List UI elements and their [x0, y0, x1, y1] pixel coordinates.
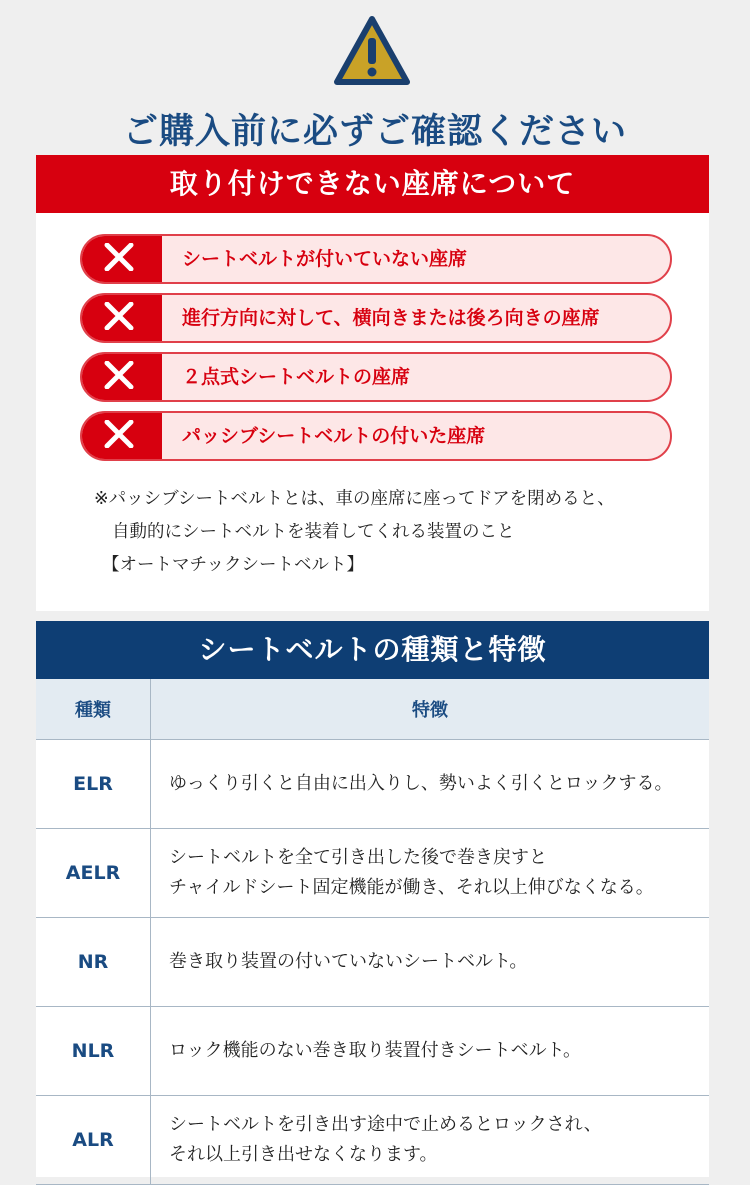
x-mark-icon [103, 243, 135, 271]
feature-line: ゆっくり引くと自由に出入りし、勢いよく引くとロックする。 [169, 773, 673, 794]
list-item [80, 234, 672, 284]
seat-item-label: パッシブシートベルトの付いた座席 [182, 425, 486, 447]
feature-line: シートベルトを引き出す途中で止めるとロックされ、 [169, 1114, 602, 1135]
seat-item-label: シートベルトが付いていない座席 [182, 248, 468, 270]
x-mark-icon [103, 420, 135, 448]
table-row [36, 918, 709, 1007]
table-row [36, 740, 709, 829]
unsupported-seats-card [36, 155, 709, 611]
note-line: ※パッシブシートベルトとは、車の座席に座ってドアを閉めると、 [94, 489, 615, 509]
warning-triangle-icon [332, 14, 412, 88]
feature-line: 巻き取り装置の付いていないシートベルト。 [169, 951, 528, 972]
belt-type-cell: NR [36, 918, 151, 1007]
column-header-type: 種類 [36, 679, 151, 740]
list-item [80, 352, 672, 402]
table-row [36, 1096, 709, 1185]
belt-type-cell: NLR [36, 1007, 151, 1096]
belt-feature-cell [151, 1007, 710, 1096]
belt-feature-cell [151, 829, 710, 918]
belt-types-card [36, 621, 709, 1177]
belt-types-table [36, 679, 709, 1185]
feature-line: チャイルドシート固定機能が働き、それ以上伸びなくなる。 [169, 877, 654, 898]
unsupported-seat-list [80, 234, 672, 470]
note-line: 自動的にシートベルトを装着してくれる装置のこと [112, 522, 515, 542]
belt-type-cell: AELR [36, 829, 151, 918]
x-mark-icon [103, 302, 135, 330]
page-title: ご購入前に必ずご確認ください [122, 112, 627, 152]
passive-belt-note [94, 483, 694, 582]
belt-feature-cell [151, 918, 710, 1007]
table-row [36, 829, 709, 918]
belt-type-cell: ELR [36, 740, 151, 829]
unsupported-seats-header: 取り付けできない座席について [36, 155, 709, 213]
feature-line: それ以上引き出せなくなります。 [169, 1144, 438, 1165]
belt-feature-cell [151, 740, 710, 829]
note-line: 【オートマチックシートベルト】 [102, 555, 364, 575]
belt-types-header: シートベルトの種類と特徴 [36, 621, 709, 679]
feature-line: シートベルトを全て引き出した後で巻き戻すと [169, 847, 547, 868]
seat-item-label: 進行方向に対して、横向きまたは後ろ向きの座席 [182, 307, 600, 329]
list-item [80, 293, 672, 343]
feature-line: ロック機能のない巻き取り装置付きシートベルト。 [169, 1040, 582, 1061]
seat-item-label: ２点式シートベルトの座席 [182, 366, 411, 388]
column-header-feature: 特徴 [151, 679, 710, 740]
table-header-row [36, 679, 709, 740]
belt-feature-cell [151, 1096, 710, 1185]
table-row [36, 1007, 709, 1096]
x-mark-icon [103, 361, 135, 389]
belt-type-cell: ALR [36, 1096, 151, 1185]
list-item [80, 411, 672, 461]
